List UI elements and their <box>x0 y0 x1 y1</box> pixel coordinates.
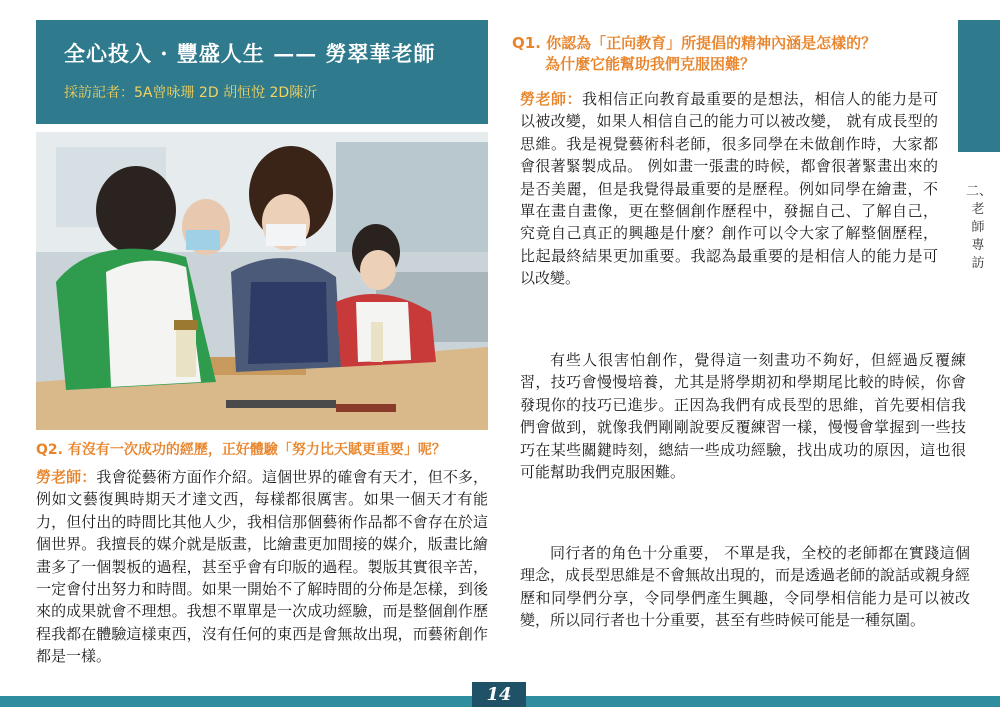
answer-1-paragraph-3: 同行者的角色十分重要， 不單是我，全校的老師都在實踐這個理念，成長型思維是不會無故出現的，而是透過老師的說話或親身經歷和同學們分享，令同學們產生興趣，令同學相信能力是可以被改變，所以同行者也十分重要，甚至有些時候可能是一種氛圍。 <box>520 544 971 630</box>
answer-1-speaker: 勞老師： <box>520 90 582 108</box>
answer-2-text: 我會從藝術方面作介紹。這個世界的確會有天才，但不多，例如文藝復興時期天才達文西，每樣都很厲害。如果一個天才有能力，但付出的時間比其他人少，我相信那個藝術作品都不會存在於這個世界。我擅長的媒介就是版畫，比繪畫更加間接的媒介，版畫比繪畫多了一個製板的過程，甚至乎會有印版的過程。製版其實很辛苦，一定會付出努力和時間。如果一開始不了解時間的分佈是怎樣，到後來的成果就會不理想。我想不單單是一次成功經驗，而是整個創作歷程我都在體驗這樣東西，沒有任何的東西是會無故出現，而藝術創作都是一樣。 <box>36 468 488 666</box>
article-title: 全心投入 · 豐盛人生 —— 勞翠華老師 <box>64 41 436 66</box>
header-banner <box>36 20 488 124</box>
classroom-photo <box>36 132 488 430</box>
page-number: 14 <box>472 682 526 707</box>
reporter-byline: 採訪記者：5A曾咏珊 2D 胡恒悅 2D陳沂 <box>64 85 318 101</box>
section-tab-bar <box>958 20 1000 152</box>
classroom-photo-illustration <box>36 132 488 430</box>
answer-2-speaker: 勞老師： <box>36 468 97 486</box>
section-tab-label: 二、老師專訪 <box>966 184 993 271</box>
question-1-line1: Q1. 你認為「正向教育」所提倡的精神內涵是怎樣的？ <box>512 34 877 52</box>
question-2: Q2. 有沒有一次成功的經歷，正好體驗「努力比天賦更重要」呢？ <box>36 442 446 458</box>
answer-1 <box>520 88 938 290</box>
question-1 <box>512 33 932 75</box>
answer-1-paragraph-2: 有些人很害怕創作，覺得這一刻畫功不夠好，但經過反覆練習，技巧會慢慢培養，尤其是將學期初和學期尾比較的時候，你會發現你的技巧已進步。正因為我們有成長型的思維，首先要相信我們會做到，就像我們剛剛說要反覆練習一樣，慢慢會掌握到一些技巧在某些關鍵時刻，總結一些成功經驗，找出成功的原因，這也很可能幫助我們克服困難。 <box>520 351 966 482</box>
answer-1-text: 我相信正向教育最重要的是想法，相信人的能力是可以被改變，如果人相信自己的能力可以被改變， 就有成長型的思維。我是視覺藝術科老師，很多同學在未做創作時，大家都會很著緊製成品。 例如畫一張畫的時候，都會很著緊畫出來的是否美麗，但是我覺得最重要的是歷程。例如同學在繪畫，不單在畫自畫像，更在整個創作歷程中，發掘自己、了解自己，究竟自己真正的興趣是什麼？創作可以令大家了解整個歷程，比起最終結果更加重要。我認為最重要的是相信人的能力是可以改變。 <box>520 90 938 288</box>
question-1-line2: 為什麼它能幫助我們克服困難？ <box>545 55 756 73</box>
answer-2 <box>36 466 488 668</box>
